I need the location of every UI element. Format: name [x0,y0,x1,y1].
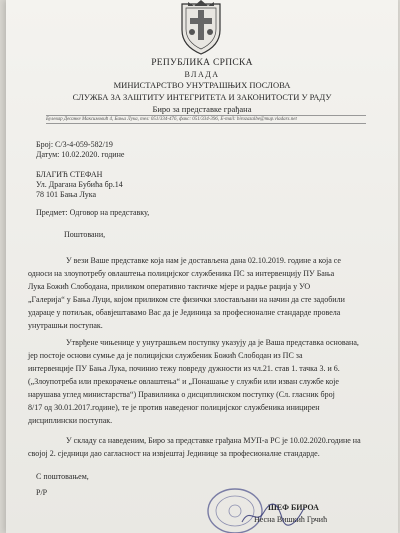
reference-date: Датум: 10.02.2020. године [36,150,125,159]
salutation: Поштовани, [64,230,106,239]
coat-of-arms-icon [176,0,226,56]
ministry-heading: МИНИСТАРСТВО УНУТРАШЊИХ ПОСЛОВА [113,80,291,90]
address-line: Булевар Десанке Максимовић 4, Бања Лука, тел: 051/334-476, факс: 051/334-396, E-mail: birozazalbe@mup.vladars.net [46,115,366,124]
cc-line: Р/Р [36,488,48,497]
recipient-city: 78 101 Бања Лука [36,190,97,199]
paragraph-1: У вези Ваше представке која нам је достављена дана 02.10.2019. године а која се односи на злоупотребу овлаштења полицијског службеника ПС за интервенцију ПУ Бања Лука Божић Слободана, приликом оперативно тактичке мјере и радње рација у УО „Галерија“ у Бања Луци, којом приликом сте физички злостављани на начин да сте задобили удараце у потиљак, обавјештавамо Вас да је Јединица за професионалне стандарде провела унутрашњи поступак. [28,256,345,330]
office-heading: Биро за представке грађана [152,104,252,114]
signature-title: ШЕФ БИРОА [268,503,319,512]
handwritten-signature-icon [238,500,308,530]
government-heading: ВЛАДА [184,70,220,79]
subject-line: Предмет: Одговор на представку, [36,208,150,217]
paragraph-2: Утврђене чињенице у унутрашњем поступку указују да је Ваша представка основана, јер постоје основи сумње да је полицијски службеник Божић Слободан из ПС за интервенције ПУ Бања Лука, починио тежу повреду дужности из чл.21. став 1. тачка 3. и 6. („Злоупотреба или прекорачење овлаштења“ и „Понашање у служби или изван службе које нарушава углед министарства“) Правилника о дисциплинском поступку (Сл. гласник број 8/17 од 30.01.2017.године), те је против наведеног полицијског службеника иницирен дисциплински поступак. [28,338,359,425]
document-page [6,0,398,533]
reference-number: Број: С/3-4-059-582/19 [36,140,113,149]
closing: С поштовањем, [36,472,89,481]
signature-name: Несна Вишкић Грчић [254,515,328,524]
republic-heading: РЕПУБЛИКА СРПСКА [151,58,253,68]
service-heading: СЛУЖБА ЗА ЗАШТИТУ ИНТЕГРИТЕТА И ЗАКОНИТОСТИ У РАДУ [72,92,332,102]
paragraph-3: У складу са наведеним, Биро за представке грађана МУП-а РС је 10.02.2020.године на својој 2. сједници дао сагласност на извјештај Јединице за професионалне стандарде. [28,436,361,458]
recipient-name: БЛАГИЋ СТЕФАН [36,170,103,179]
recipient-street: Ул. Драгана Бубића бр.14 [36,180,123,189]
